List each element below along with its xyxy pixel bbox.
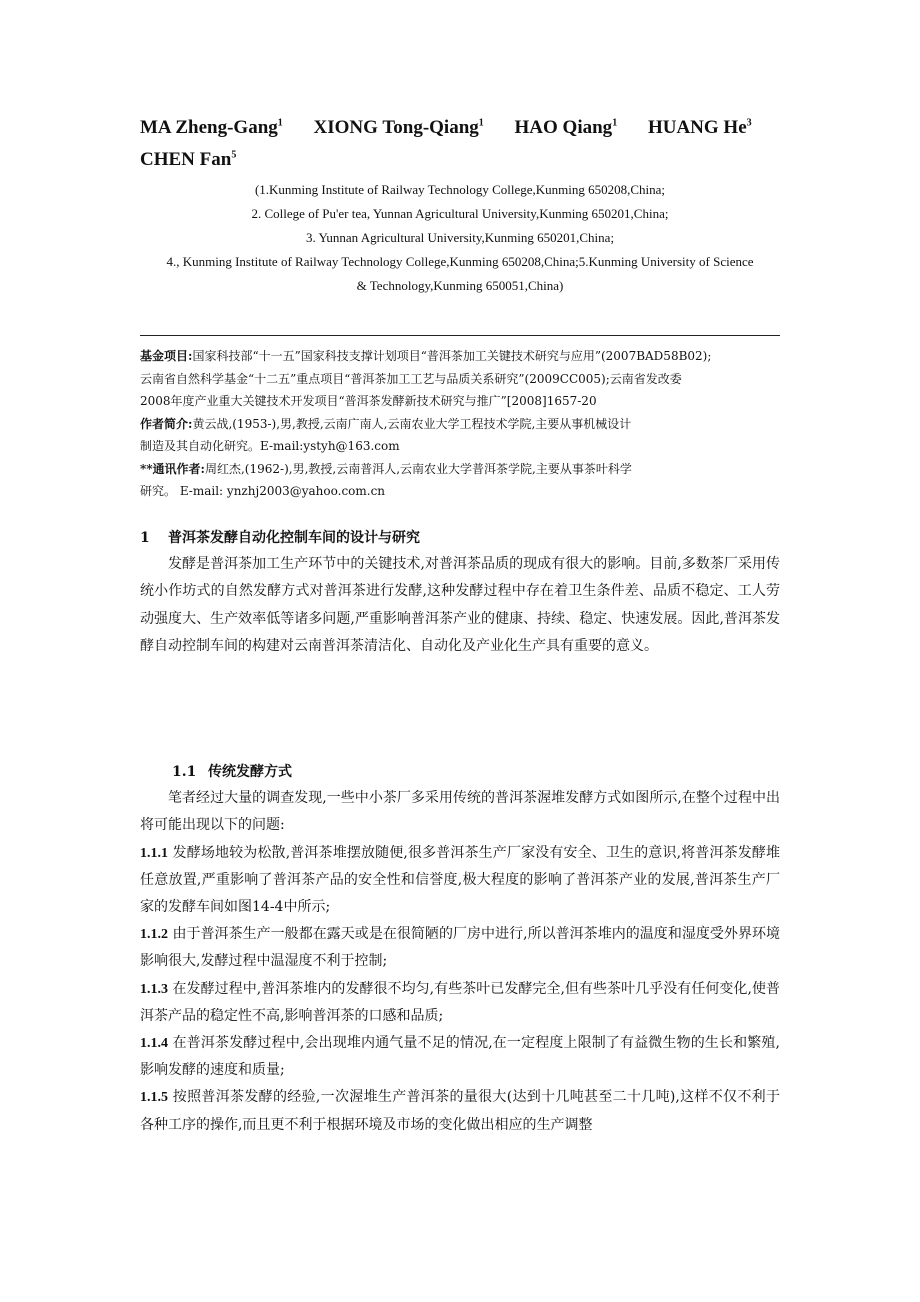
affiliation-line: 3. Yunnan Agricultural University,Kunming 650201,China; <box>305 230 615 245</box>
author: HUANG He$^3$ <box>647 117 752 138</box>
list-item <box>140 921 780 975</box>
funding-note <box>140 345 780 413</box>
list-item <box>140 840 780 922</box>
item-number: 1.1.2 <box>140 927 168 943</box>
corresponding-label: **通讯作者: <box>140 461 205 476</box>
footnote-divider <box>140 335 780 336</box>
subsection-number: 1.1 <box>172 763 197 780</box>
author-intro-label: 作者简介: <box>140 416 193 431</box>
corresponding-author-note <box>140 458 780 503</box>
subsection-title: 传统发酵方式 <box>208 763 292 780</box>
item-number: 1.1.1 <box>140 845 168 861</box>
list-item <box>140 976 780 1030</box>
author: CHEN Fan$^5$ <box>140 149 237 170</box>
subsection-heading <box>140 759 780 785</box>
author: MA Zheng-Gang$^1$ <box>140 117 283 138</box>
author-intro-line: 黄云战,(1953-),男,教授,云南广南人,云南农业大学工程技术学院,主要从事机械设计 <box>192 416 632 431</box>
subsection-paragraph: 笔者经过大量的调查发现,一些中小茶厂多采用传统的普洱茶渥堆发酵方式如图所示,在整个过程中出将可能出现以下的问题: <box>140 789 780 833</box>
affiliation-line: 4., Kunming Institute of Railway Technology College,Kunming 650208,China;5.Kunming University of Science <box>166 254 754 269</box>
section-paragraph: 发酵是普洱茶加工生产环节中的关键技术,对普洱茶品质的现成有很大的影响。目前,多数茶厂采用传统小作坊式的自然发酵方式对普洱茶进行发酵,这种发酵过程中存在着卫生条件差、品质不稳定、工人劳动强度大、生产效率低等诸多问题,严重影响普洱茶产业的健康、持续、稳定、快速发展。因此,普洱茶发酵自动控制车间的构建对云南普洱茶清洁化、自动化及产业化生产具有重要的意义。 <box>140 555 780 654</box>
item-number: 1.1.4 <box>140 1035 168 1051</box>
item-number: 1.1.5 <box>140 1090 168 1106</box>
funding-line: 2008年度产业重大关键技术开发项目“普洱茶发酵新技术研究与推广”[2008]1657-20 <box>140 394 597 408</box>
funding-line: 国家科技部“十一五”国家科技支撑计划项目“普洱茶加工关键技术研究与应用”(2007BAD58B02); <box>192 349 712 363</box>
author-intro-note <box>140 413 780 458</box>
affiliation-line: (1.Kunming Institute of Railway Technology College,Kunming 650208,China; <box>254 182 666 197</box>
item-text: 在发酵过程中,普洱茶堆内的发酵很不均匀,有些茶叶已发酵完全,但有些茶叶几乎没有任何变化,使普洱茶产品的稳定性不高,影响普洱茶的口感和品质; <box>140 980 780 1024</box>
list-item <box>140 1084 780 1138</box>
item-text: 由于普洱茶生产一般都在露天或是在很简陋的厂房中进行,所以普洱茶堆内的温度和湿度受外界环境影响很大,发酵过程中温湿度不利于控制; <box>140 926 781 970</box>
author-list <box>140 112 780 176</box>
author: HAO Qiang$^1$ <box>514 117 618 138</box>
section-title: 普洱茶发酵自动化控制车间的设计与研究 <box>168 529 420 546</box>
section-number: 1 <box>140 529 150 546</box>
author: XIONG Tong-Qiang$^1$ <box>313 117 484 138</box>
funding-line: 云南省自然科学基金“十二五”重点项目“普洱茶加工工艺与品质关系研究”(2009CC005);云南省发改委 <box>140 371 682 386</box>
funding-label: 基金项目: <box>140 349 193 363</box>
corresponding-line: 研究。 E-mail: ynzhj2003@yahoo.com.cn <box>140 484 386 498</box>
paper-content <box>140 112 780 1139</box>
affiliations <box>140 178 780 298</box>
item-text: 按照普洱茶发酵的经验,一次渥堆生产普洱茶的量很大(达到十几吨甚至二十几吨),这样不仅不利于各种工序的操作,而且更不利于根据环境及市场的变化做出相应的生产调整 <box>140 1089 780 1133</box>
item-text: 在普洱茶发酵过程中,会出现堆内通气量不足的情况,在一定程度上限制了有益微生物的生长和繁殖,影响发酵的速度和质量; <box>140 1034 780 1079</box>
list-item <box>140 1030 780 1084</box>
affiliation-line: 2. College of Pu'er tea, Yunnan Agricultural University,Kunming 650201,China; <box>251 206 669 221</box>
item-text: 发酵场地较为松散,普洱茶堆摆放随便,很多普洱茶生产厂家没有安全、卫生的意识,将普洱茶发酵堆任意放置,严重影响了普洱茶产品的安全性和信誉度,极大程度的影响了普洱茶产业的发展,普洱茶生产厂家的发酵车间如图14-4中所示; <box>140 844 780 915</box>
affiliation-line: & Technology,Kunming 650051,China) <box>356 278 564 293</box>
section-heading <box>140 525 780 551</box>
item-number: 1.1.3 <box>140 981 168 997</box>
corresponding-line: 周红杰,(1962-),男,教授,云南普洱人,云南农业大学普洱茶学院,主要从事茶叶科学 <box>204 461 632 476</box>
author-intro-line: 制造及其自动化研究。E-mail:ystyh@163.com <box>140 439 400 453</box>
